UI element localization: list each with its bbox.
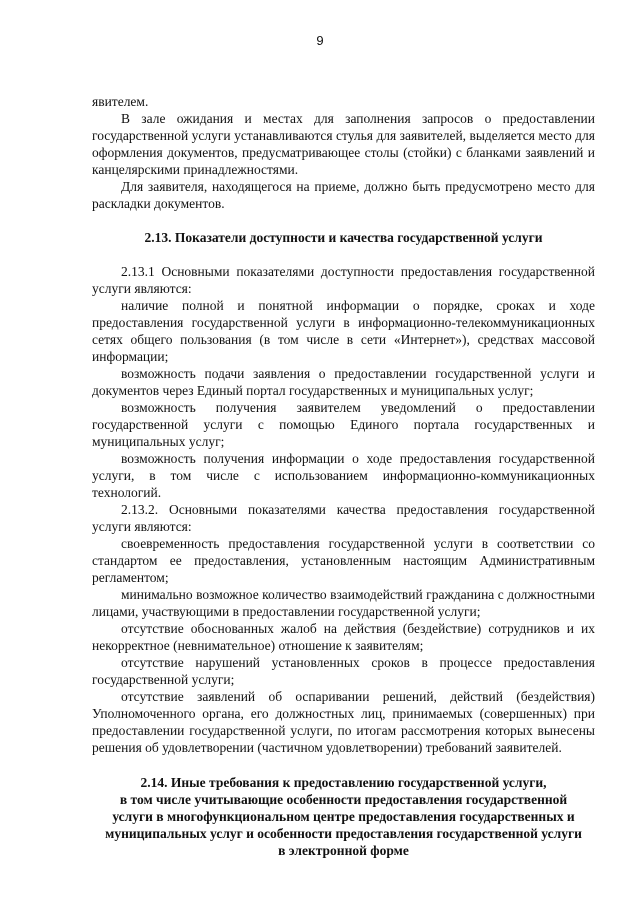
paragraph: отсутствие обоснованных жалоб на действия (бездействие) сотрудников и их некорректное (невнимательное) отношение к заявителям; xyxy=(92,621,595,653)
paragraph: Для заявителя, находящегося на приеме, должно быть предусмотрено место для раскладки документов. xyxy=(92,179,595,211)
paragraph: отсутствие заявлений об оспаривании решений, действий (бездействия) Уполномоченного органа, его должностных лиц, принимаемых (совершенных) при предоставлении государственной услуги, по итогам рассмотрения которых вынесены решения об удовлетворении (частичном удовлетворении) требований заявителей. xyxy=(92,689,595,755)
paragraph: возможность получения заявителем уведомлений о предоставлении государственной услуги с помощью Единого портала государственных и муниципальных услуг; xyxy=(92,400,595,449)
page-number: 9 xyxy=(316,33,324,48)
paragraph: возможность подачи заявления о предоставлении государственной услуги и документов через Единый портал государственных и муниципальных услуг; xyxy=(92,366,595,398)
paragraph: минимально возможное количество взаимодействий гражданина с должностными лицами, участвующими в предоставлении государственной услуги; xyxy=(92,587,595,619)
heading-line: в электронной форме xyxy=(278,843,409,858)
document-body xyxy=(92,93,595,859)
heading-line: в том числе учитывающие особенности предоставления государственной xyxy=(119,792,568,807)
paragraph: отсутствие нарушений установленных сроков в процессе предоставления государственной услуги; xyxy=(92,655,595,687)
paragraph: В зале ожидания и местах для заполнения запросов о предоставлении государственной услуги устанавливаются стулья для заявителей, выделяется место для оформления документов, предусматривающее столы (стойки) с бланками заявлений и канцелярскими принадлежностями. xyxy=(92,111,595,177)
paragraph: своевременность предоставления государственной услуги в соответствии со стандартом ее предоставления, установленным настоящим Административным регламентом; xyxy=(92,536,595,585)
paragraph: явителем. xyxy=(92,94,149,109)
section-heading-2-13: 2.13. Показатели доступности и качества государственной услуги xyxy=(144,230,543,245)
paragraph: 2.13.1 Основными показателями доступности предоставления государственной услуги являются: xyxy=(92,264,595,296)
paragraph: 2.13.2. Основными показателями качества предоставления государственной услуги являются: xyxy=(92,502,595,534)
paragraph: возможность получения информации о ходе предоставления государственной услуги, в том числе с использованием информационно-коммуникационных технологий. xyxy=(92,451,595,500)
heading-line: 2.14. Иные требования к предоставлению государственной услуги, xyxy=(140,775,547,790)
section-heading-2-14 xyxy=(92,774,595,859)
heading-line: услуги в многофункциональном центре предоставления государственных и xyxy=(112,809,575,824)
heading-line: муниципальных услуг и особенности предоставления государственной услуги xyxy=(105,826,582,841)
paragraph: наличие полной и понятной информации о порядке, сроках и ходе предоставления государственной услуги в информационно-телекоммуникационных сетях общего пользования (в том числе в сети «Интернет»), средствах массовой информации; xyxy=(92,298,595,364)
